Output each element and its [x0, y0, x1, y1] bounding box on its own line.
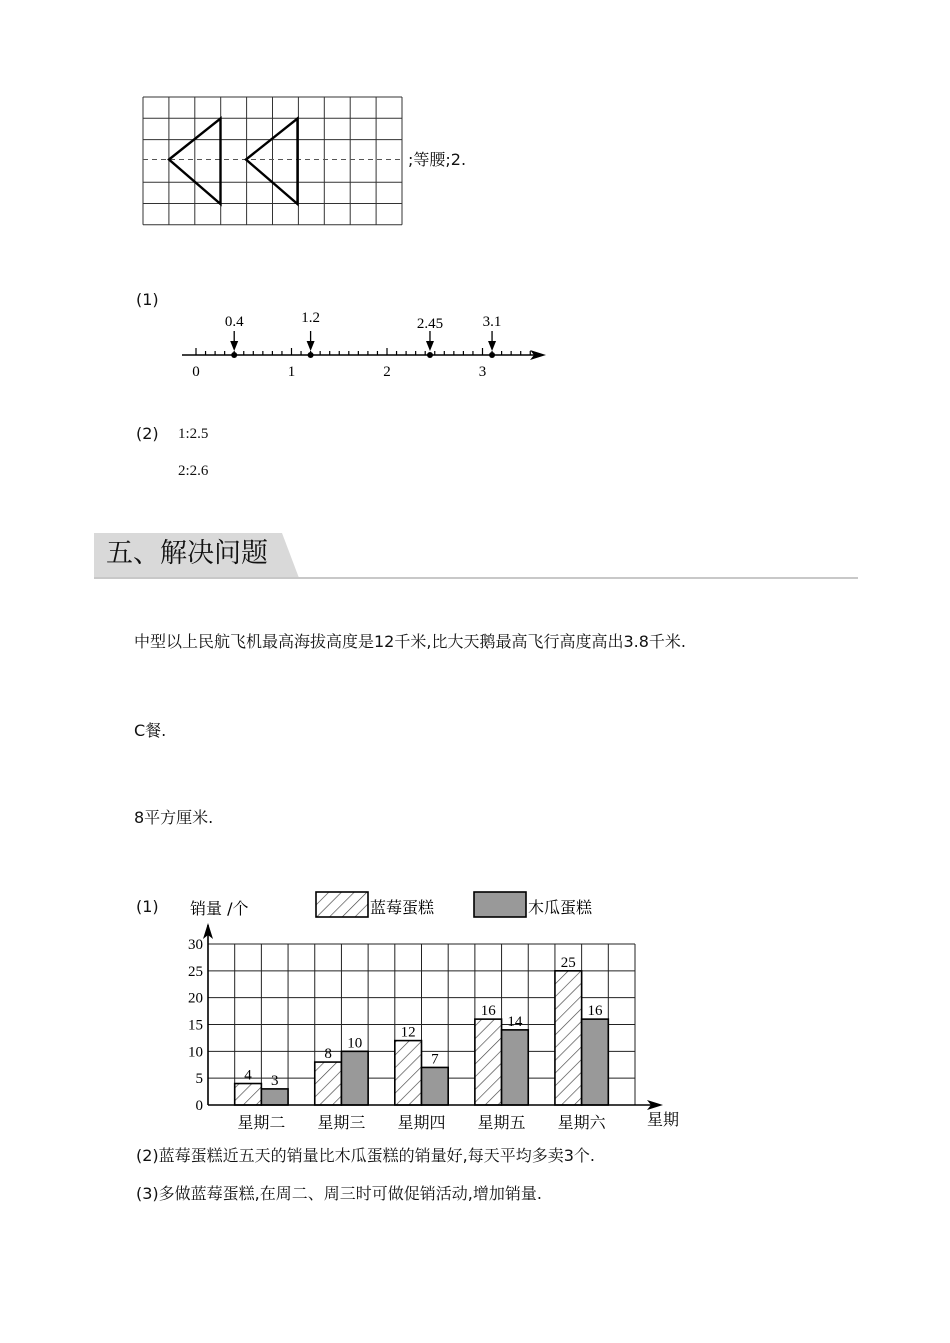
- legend-label-blueberry: 蓝莓蛋糕: [370, 898, 435, 917]
- y-tick-label: 20: [188, 990, 203, 1007]
- conclusion-2: (2)蓝莓蛋糕近五天的销量比木瓜蛋糕的销量好,每天平均多卖3个.: [136, 1146, 596, 1165]
- part-label-2: (2): [136, 424, 159, 443]
- bar-value-label: 16: [587, 1003, 603, 1020]
- legend-label-papaya: 木瓜蛋糕: [528, 898, 593, 917]
- bar-value-label: 4: [244, 1067, 252, 1084]
- y-tick-label: 25: [188, 963, 203, 980]
- x-category-label: 星期五: [477, 1113, 526, 1132]
- pointer-arrowhead: [307, 341, 315, 351]
- number-line-tick-label: 1: [287, 364, 296, 380]
- number-line-point: [427, 352, 433, 358]
- conclusion-3: (3)多做蓝莓蛋糕,在周二、周三时可做促销活动,增加销量.: [136, 1184, 542, 1203]
- y-tick-label: 30: [188, 937, 203, 953]
- bar-blueberry: [235, 1084, 262, 1105]
- bar-blueberry: [395, 1041, 422, 1105]
- y-tick-label: 0: [195, 1098, 203, 1114]
- bar-value-label: 3: [270, 1072, 279, 1089]
- y-tick-label: 5: [195, 1071, 203, 1088]
- pointer-arrowhead: [426, 341, 434, 351]
- bar-papaya: [502, 1030, 529, 1105]
- answer-q2: C餐.: [134, 721, 167, 740]
- y-tick-label: 10: [188, 1044, 203, 1061]
- bar-blueberry: [555, 971, 582, 1105]
- x-category-label: 星期二: [237, 1113, 286, 1132]
- answer-2-2: 2:2.6: [178, 463, 209, 479]
- bar-value-label: 16: [480, 1003, 496, 1020]
- number-line-point: [231, 352, 237, 358]
- x-category-label: 星期三: [317, 1113, 366, 1132]
- bar-papaya: [582, 1019, 609, 1105]
- number-line-point: [308, 352, 314, 358]
- figure1-answer: ;等腰;2.: [408, 150, 467, 169]
- x-category-label: 星期四: [397, 1113, 446, 1132]
- bar-chart: [170, 885, 690, 1135]
- pointer-label: 1.2: [301, 310, 320, 326]
- number-line-tick-label: 2: [383, 364, 391, 380]
- x-axis-title: 星期: [647, 1110, 680, 1129]
- pointer-label: 2.45: [416, 316, 444, 332]
- bar-value-label: 12: [400, 1024, 416, 1041]
- bar-value-label: 8: [324, 1046, 332, 1063]
- pointer-arrowhead: [230, 341, 238, 351]
- bar-value-label: 25: [560, 954, 576, 971]
- bar-value-label: 10: [347, 1035, 363, 1052]
- section-divider: [94, 577, 858, 579]
- bar-blueberry: [475, 1019, 502, 1105]
- answer-q1: 中型以上民航飞机最高海拔高度是12千米,比大天鹅最高飞行高度高出3.8千米.: [134, 632, 686, 651]
- answer-q3: 8平方厘米.: [134, 808, 214, 827]
- legend-swatch-papaya: [474, 892, 526, 917]
- bar-papaya: [261, 1089, 288, 1105]
- bar-blueberry: [315, 1062, 342, 1105]
- section-title: 五、解决问题: [106, 538, 268, 569]
- number-line: [178, 305, 553, 385]
- bar-value-label: 7: [431, 1051, 439, 1068]
- number-line-tick-label: 3: [478, 364, 487, 380]
- x-category-label: 星期六: [557, 1113, 606, 1132]
- pointer-label: 0.4: [224, 314, 244, 330]
- chart-part-label: (1): [136, 897, 159, 916]
- bar-value-label: 14: [507, 1013, 523, 1030]
- bar-papaya: [341, 1051, 368, 1105]
- part-label-1: (1): [136, 290, 159, 309]
- pointer-label: 3.1: [482, 314, 502, 330]
- number-line-tick-label: 0: [192, 364, 200, 380]
- right-triangle: [246, 119, 298, 205]
- legend-swatch-blueberry: [316, 892, 368, 917]
- triangle-grid-figure: [140, 95, 405, 228]
- answer-2-1: 1:2.5: [178, 426, 209, 442]
- number-line-point: [489, 352, 495, 358]
- pointer-arrowhead: [488, 341, 496, 351]
- y-tick-label: 15: [188, 1017, 203, 1034]
- y-axis-title: 销量 /个: [190, 899, 249, 918]
- bar-papaya: [422, 1067, 449, 1105]
